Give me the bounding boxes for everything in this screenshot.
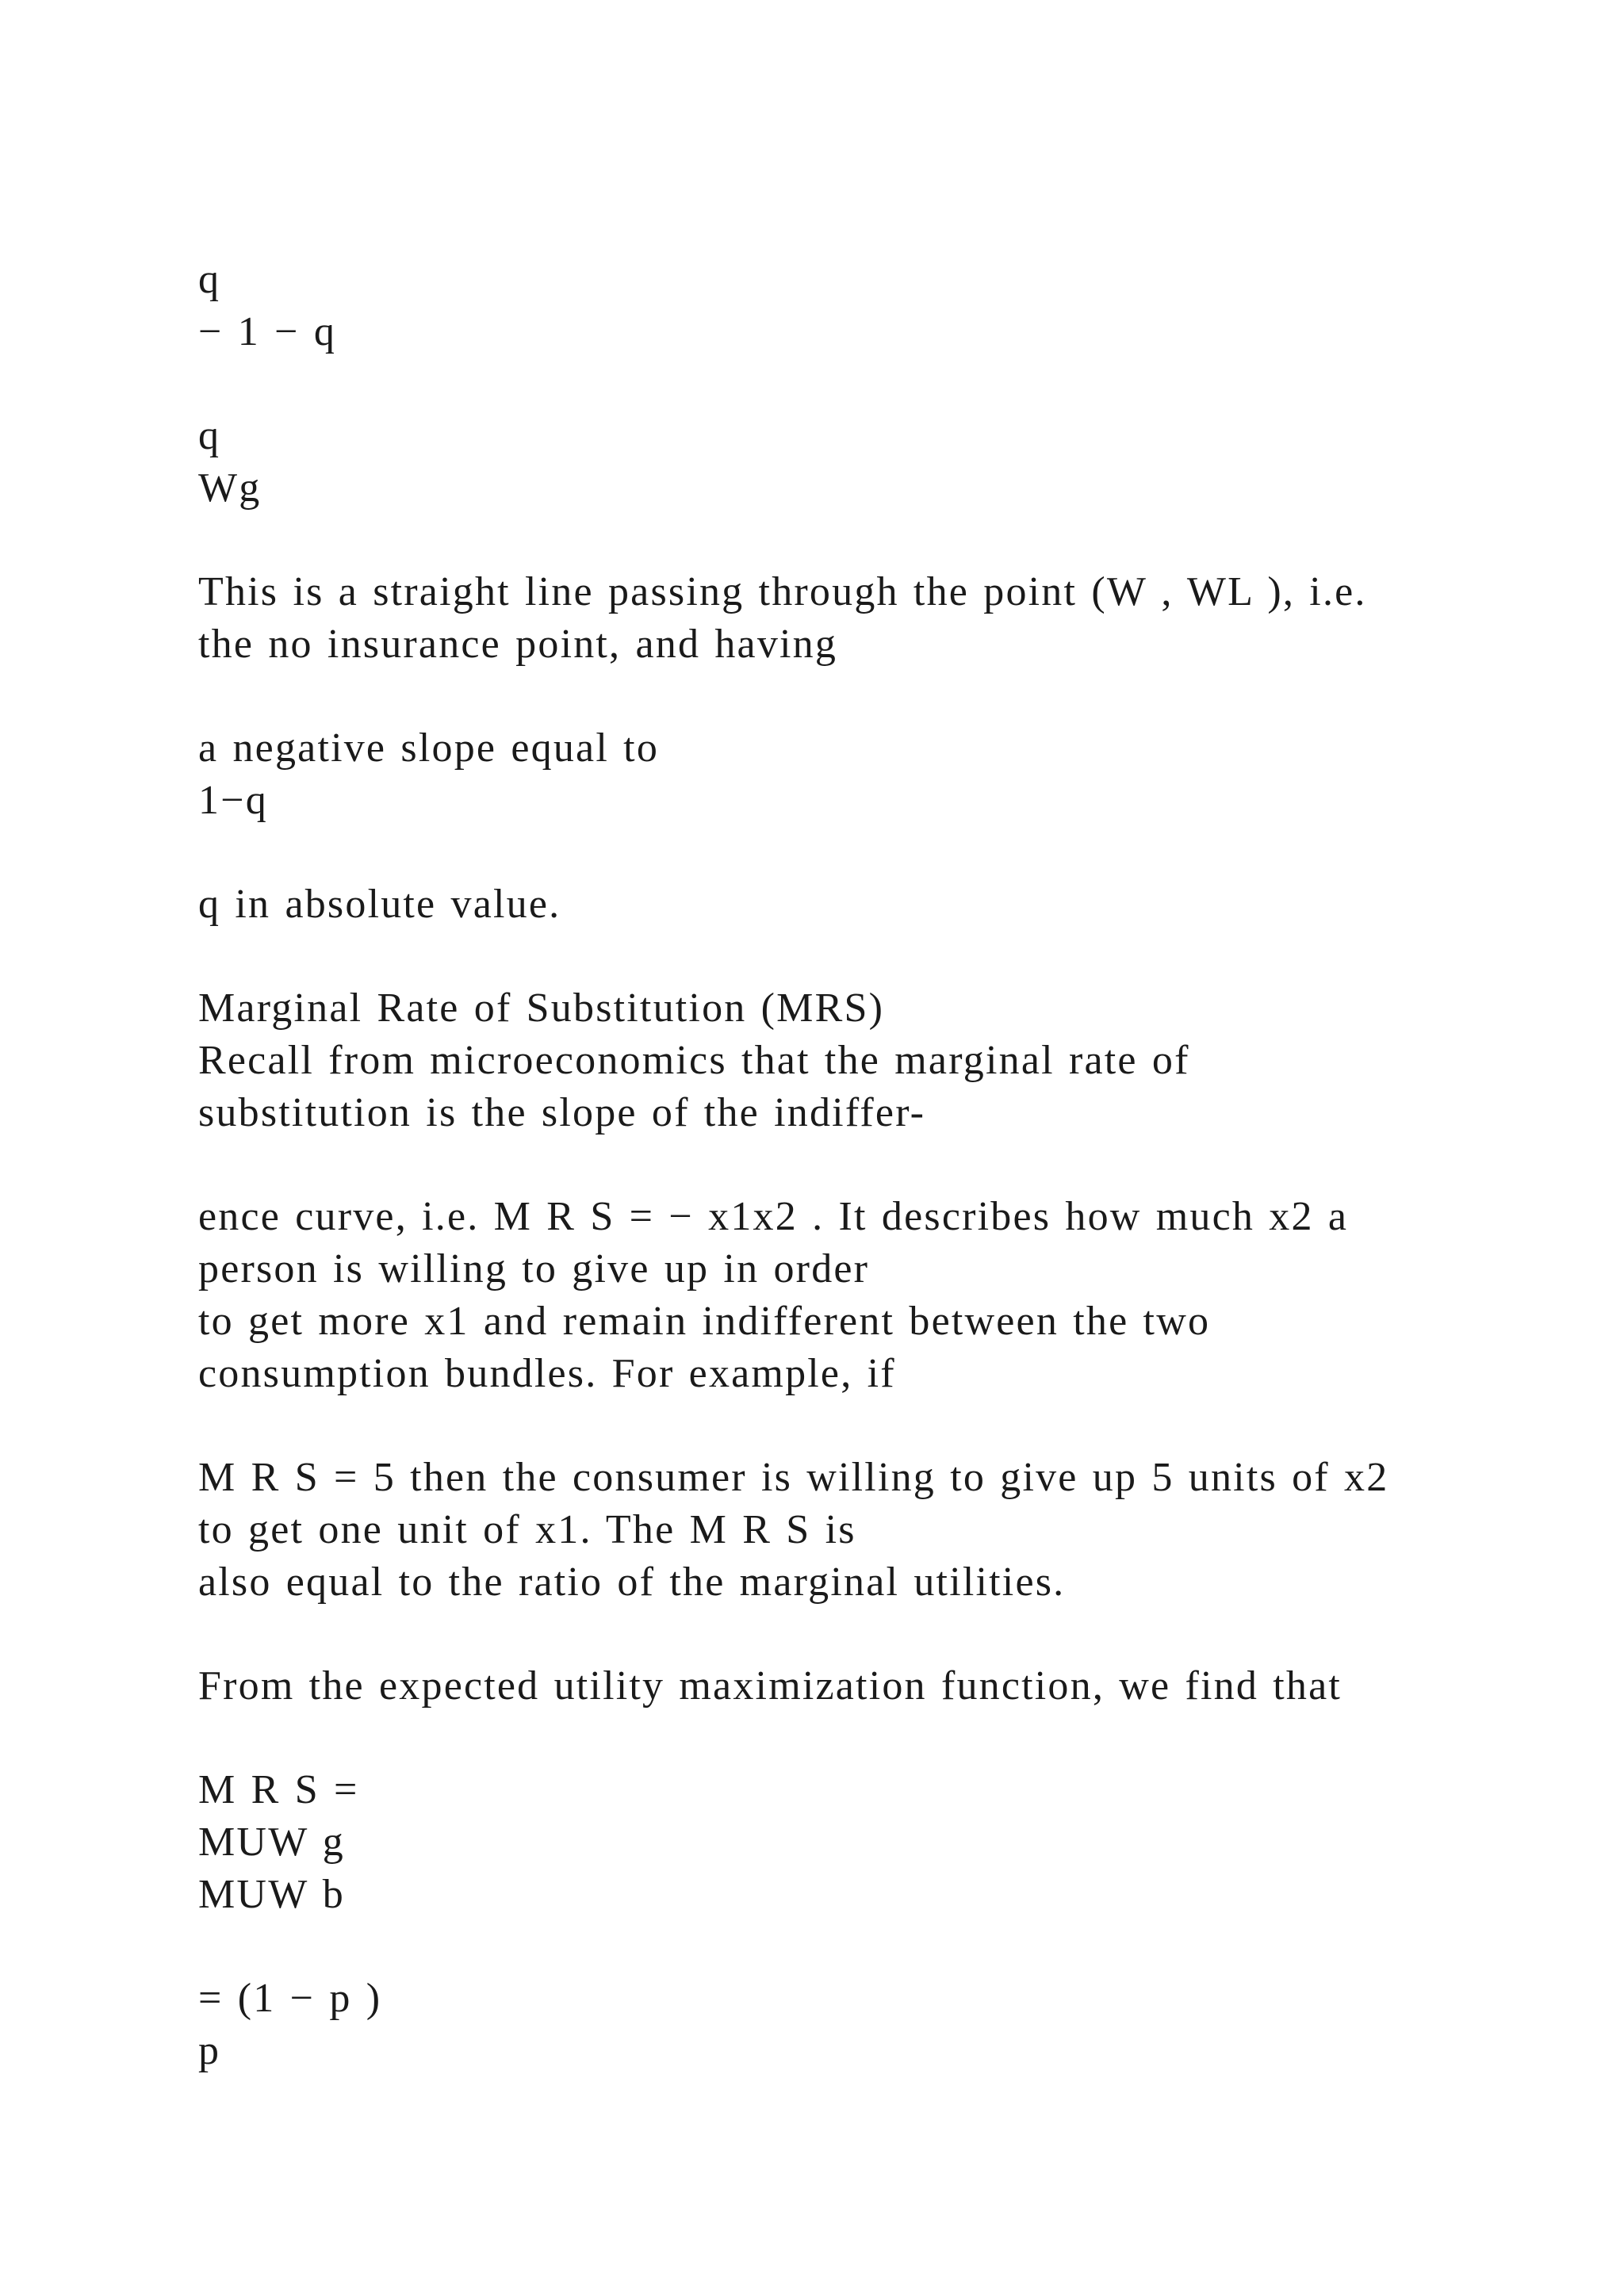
text-line: M R S = 5 then the consumer is willing to give up 5 units of x2 [198,1455,1389,1500]
text-line: M R S = [198,1767,359,1812]
text-line: substitution is the slope of the indiffer- [198,1090,926,1135]
text-line: ence curve, i.e. M R S = − x1x2 . It describes how much x2 a [198,1194,1349,1239]
document-body [198,254,1467,2077]
text-line: This is a straight line passing through the point (W , WL ), i.e. [198,569,1367,614]
line-gap [198,358,1467,410]
text-line: q [198,413,221,458]
text-line: Wg [198,465,262,511]
line-gap [198,1139,1467,1191]
text-line: the no insurance point, and having [198,622,838,667]
line-gap [198,515,1467,566]
text-line: to get one unit of x1. The M R S is [198,1507,856,1552]
text-line: MUW b [198,1872,345,1917]
text-line: also equal to the ratio of the marginal utilities. [198,1559,1066,1605]
text-line: From the expected utility maximization function, we find that [198,1663,1342,1709]
section-heading: Marginal Rate of Substitution (MRS) [198,985,885,1031]
text-line: 1−q [198,778,268,823]
line-gap [198,931,1467,982]
line-gap [198,1712,1467,1764]
text-line: q in absolute value. [198,882,561,927]
text-line: Recall from microeconomics that the marginal rate of [198,1038,1190,1083]
text-line: q [198,257,221,302]
text-line: person is willing to give up in order [198,1246,870,1292]
text-line: MUW g [198,1820,345,1865]
line-gap [198,671,1467,722]
line-gap [198,1921,1467,1973]
line-gap [198,827,1467,878]
text-line: p [198,2028,221,2073]
line-gap [198,1400,1467,1452]
text-line: = (1 − p ) [198,1976,382,2021]
line-gap [198,1609,1467,1660]
text-line: consumption bundles. For example, if [198,1351,896,1396]
text-line: to get more x1 and remain indifferent between the two [198,1299,1211,1344]
text-line: a negative slope equal to [198,725,660,771]
text-line: − 1 − q [198,309,337,354]
